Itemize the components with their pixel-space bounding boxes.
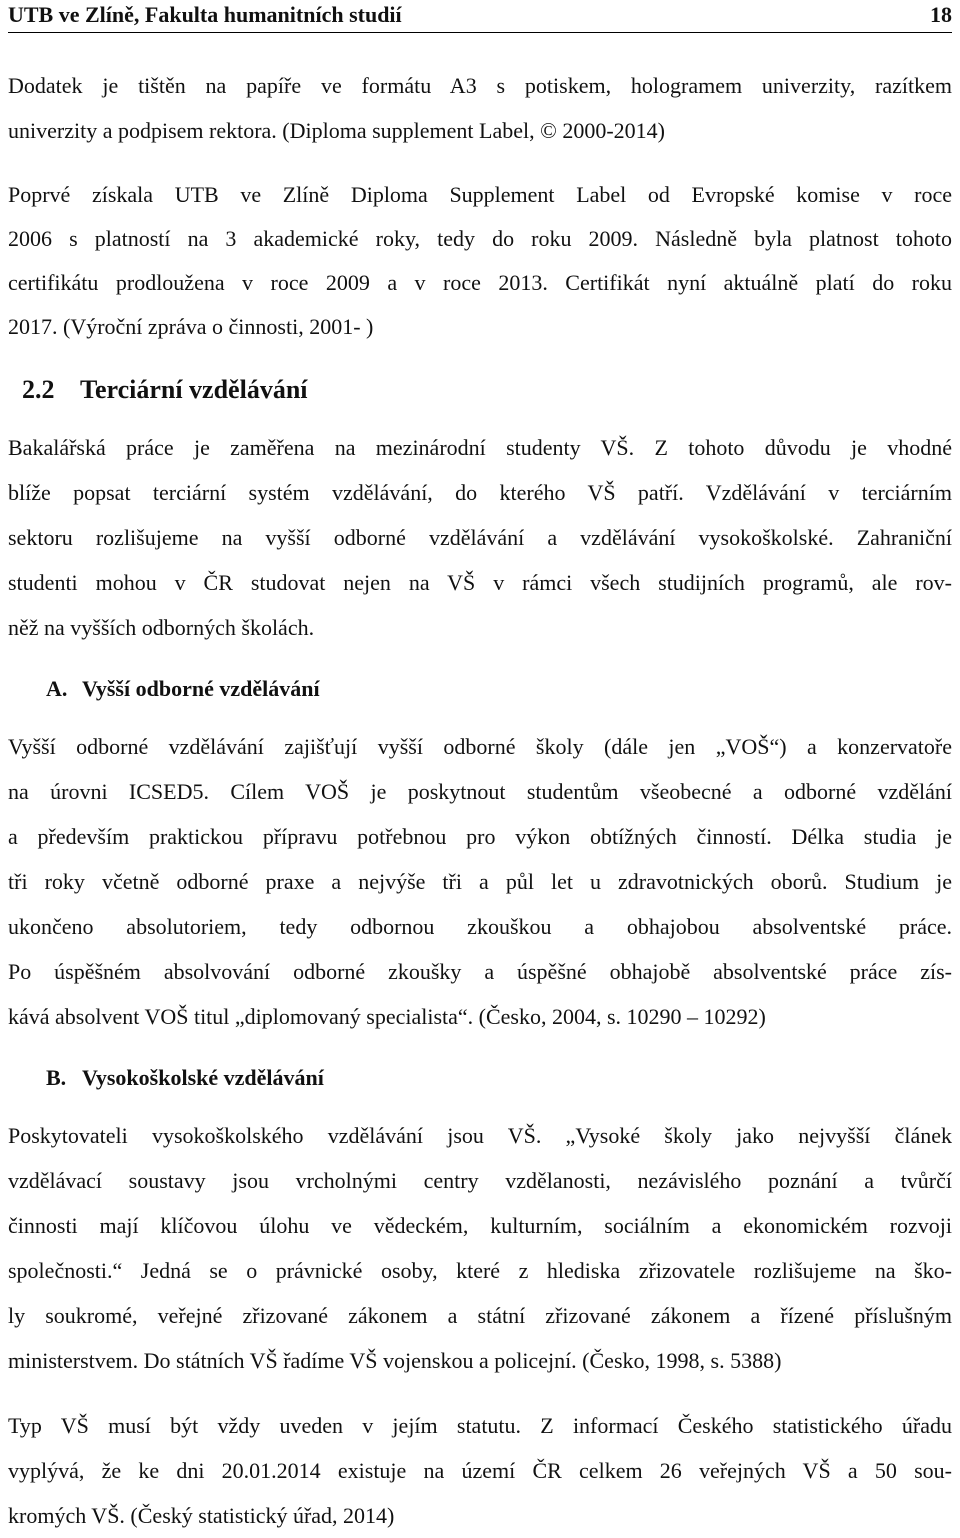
text-line: Bakalářská práce je zaměřena na mezinárodní studenty VŠ. Z tohoto důvodu je vhodné (8, 435, 952, 460)
text-line: na úrovni ICSED5. Cílem VOŠ je poskytnout studentům všeobecné a odborné vzdělání (8, 779, 952, 804)
text-line: činnosti mají klíčovou úlohu ve vědeckém, kulturním, sociálním a ekonomickém rozvoji (8, 1213, 952, 1238)
text-line: studenti mohou v ČR studovat nejen na VŠ v rámci všech studijních programů, ale rov- (8, 570, 952, 595)
page-number: 18 (930, 2, 952, 27)
paragraph-label-history (8, 173, 952, 349)
text-line: vzdělávací soustavy jsou vrcholnými centry vzdělanosti, nezávislého poznání a tvůrčí (8, 1168, 952, 1193)
paragraph-diploma-supplement (8, 63, 952, 153)
text-line: společnosti.“ Jedná se o právnické osoby, které z hlediska zřizovatele rozlišujeme na ško- (8, 1258, 952, 1283)
text-line: sektoru rozlišujeme na vyšší odborné vzdělávání a vzdělávání vysokoškolské. Zahraniční (8, 525, 952, 550)
text-line: Vyšší odborné vzdělávání zajišťují vyšší odborné školy (dále jen „VOŠ“) a konzervatoře (8, 734, 952, 759)
text-line: ministerstvem. Do státních VŠ řadíme VŠ vojenskou a policejní. (Česko, 1998, s. 5388) (8, 1348, 782, 1373)
text-line: ly soukromé, veřejné zřizované zákonem a státní zřizované zákonem a řízené příslušným (8, 1303, 952, 1328)
text-line: vyplývá, že ke dni 20.01.2014 existuje na území ČR celkem 26 veřejných VŠ a 50 sou- (8, 1458, 952, 1483)
subsection-number: A. (46, 676, 68, 701)
text-line: 2017. (Výroční zpráva o činnosti, 2001- ) (8, 314, 374, 339)
text-line: a především praktickou přípravu potřebnou pro výkon obtížných činností. Délka studia je (8, 824, 952, 849)
paragraph-tertiary-intro (8, 425, 952, 650)
paragraph-higher-vocational (8, 724, 952, 1039)
text-line: univerzity a podpisem rektora. (Diploma supplement Label, © 2000-2014) (8, 118, 665, 143)
text-line: tři roky včetně odborné praxe a nejvýše tři a půl let u zdravotnických oborů. Studium je (8, 869, 952, 894)
text-line: kává absolvent VOŠ titul „diplomovaný specialista“. (Česko, 2004, s. 10290 – 10292) (8, 1004, 766, 1029)
section-heading (8, 375, 952, 405)
text-line: Typ VŠ musí být vždy uveden v jejím statutu. Z informací Českého statistického úřadu (8, 1413, 952, 1438)
text-line: Po úspěšném absolvování odborné zkoušky a úspěšné obhajobě absolventské práce zís- (8, 959, 952, 984)
paragraph-statistics (8, 1403, 952, 1538)
text-line: Poprvé získala UTB ve Zlíně Diploma Supplement Label od Evropské komise v roce (8, 182, 952, 207)
page-header (8, 0, 952, 33)
text-line: Poskytovateli vysokoškolského vzdělávání jsou VŠ. „Vysoké školy jako nejvyšší článek (8, 1123, 952, 1148)
subsection-number: B. (46, 1065, 67, 1090)
section-title: Terciární vzdělávání (80, 375, 308, 404)
section-number: 2.2 (22, 375, 55, 404)
header-title: UTB ve Zlíně, Fakulta humanitních studií (8, 2, 402, 27)
text-line: 2006 s platností na 3 akademické roky, tedy do roku 2009. Následně byla platnost tohoto (8, 226, 952, 251)
text-line: blíže popsat terciární systém vzdělávání, do kterého VŠ patří. Vzdělávání v terciárním (8, 480, 952, 505)
subsection-title: Vysokoškolské vzdělávání (82, 1065, 324, 1090)
subsection-heading-a (8, 674, 952, 704)
subsection-heading-b (8, 1063, 952, 1093)
subsection-title: Vyšší odborné vzdělávání (82, 676, 320, 701)
text-line: certifikátu prodloužena v roce 2009 a v roce 2013. Certifikát nyní aktuálně platí do roku (8, 270, 952, 295)
text-line: ukončeno absolutoriem, tedy odbornou zkouškou a obhajobou absolventské práce. (8, 914, 952, 939)
text-line: Dodatek je tištěn na papíře ve formátu A3 s potiskem, hologramem univerzity, razítkem (8, 73, 952, 98)
text-line: kromých VŠ. (Český statistický úřad, 2014) (8, 1503, 395, 1528)
paragraph-university-education (8, 1113, 952, 1383)
text-line: něž na vyšších odborných školách. (8, 615, 315, 640)
